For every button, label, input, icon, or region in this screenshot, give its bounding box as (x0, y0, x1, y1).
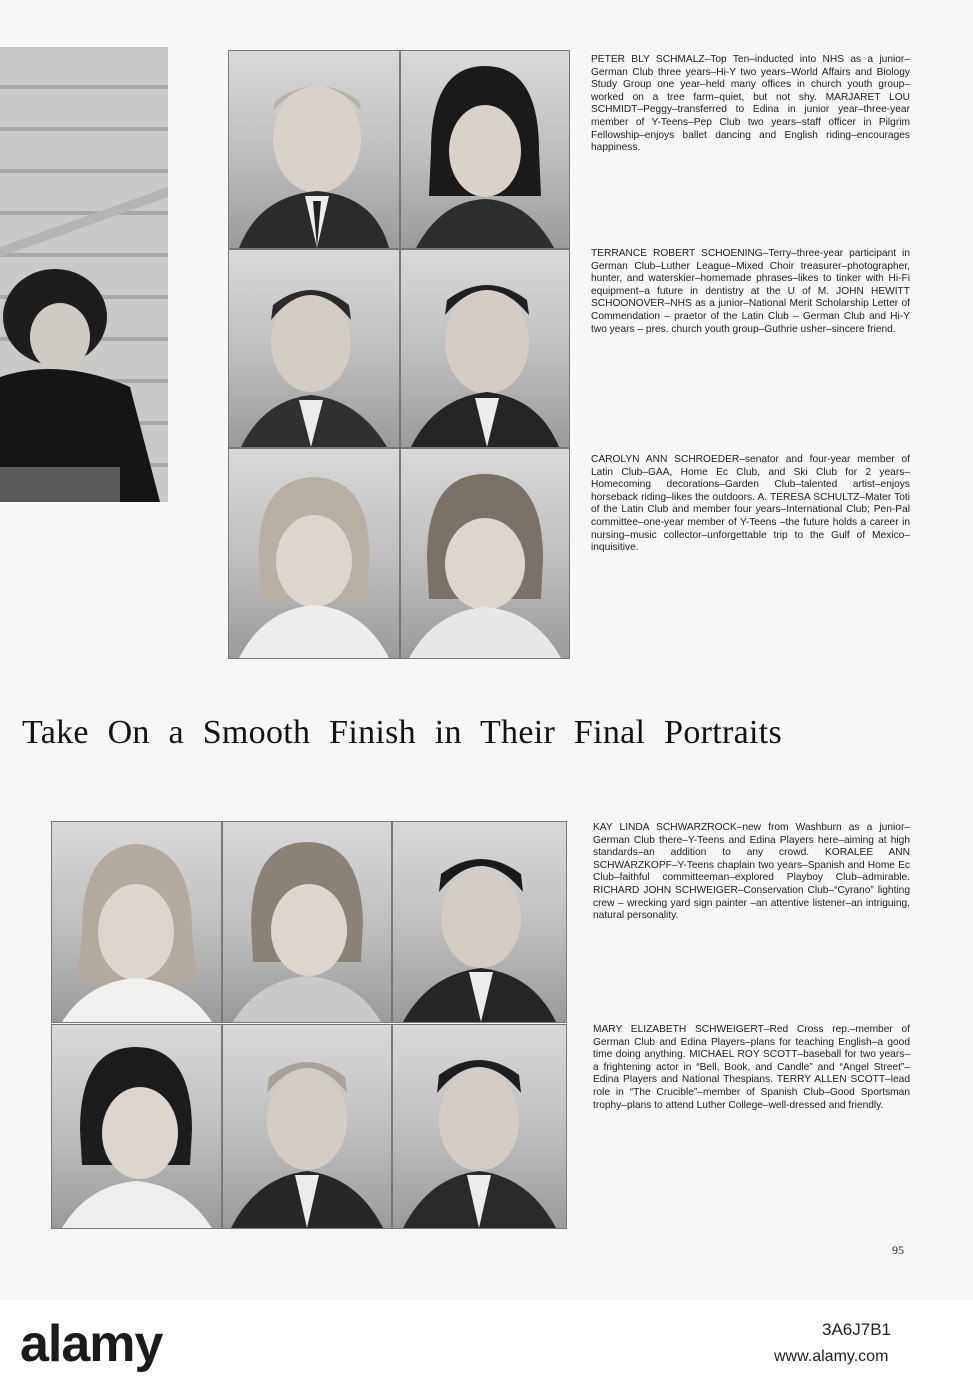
portrait-michael-scott (222, 1024, 392, 1229)
portrait-carolyn-schroeder (228, 448, 400, 659)
portrait-kay-schwarzrock (51, 821, 222, 1023)
image-id: 3A6J7B1 (822, 1320, 891, 1339)
bio-block-schwarzrock-schwarzkopf-schweiger: KAY LINDA SCHWARZROCK–new from Washburn as a junior–German Club there–Y-Teens and Edina Players here–aiming at high standards–an addition to any crowd. KORALEE ANN SCHWARZKOPF–Y-Teens chaplain two years–Spanish and Home Ec Club–faithful committeeman–explored Playboy Club–admirable. RICHARD JOHN SCHWEIGER–Conservation Club–“Cyrano” lighting crew – wrecking yard sign painter –an attentive listener–an intriguing, natural personality. (593, 822, 910, 922)
portrait-john-schoonover (400, 249, 570, 448)
page-number: 95 (892, 1243, 904, 1257)
bio-block-schmalz-schmidt: PETER BLY SCHMALZ–Top Ten–inducted into NHS as a junior–German Club three years–Hi-Y two years–World Affairs and Biology Study Group one year–held many offices in church youth group–worked on a tree farm–quiet, but not shy. MARJARET LOU SCHMIDT–Peggy–transferred to Edina in junior year–three-year member of Y-Teens–Pep Club two years–staff officer in Pilgrim Fellowship–enjoys ballet dancing and English riding–encourages happiness. (591, 54, 910, 154)
bio-block-schoening-schoonover: TERRANCE ROBERT SCHOENING–Terry–three-year participant in German Club–Luther League–Mixed Choir treasurer–photographer, hunter, and waterskier–homemade phrases–likes to tinker with Hi-Fi equipment–a future in dentistry at the U of M. JOHN HEWITT SCHOONOVER–NHS as a junior–National Merit Scholarship Letter of Commendation – praetor of the Latin Club – German Club and Hi-Y two years – pres. church youth group–Guthrie usher–sincere friend. (591, 248, 910, 335)
portrait-teresa-schultz (400, 448, 570, 659)
bio-block-schweigert-scott: MARY ELIZABETH SCHWEIGERT–Red Cross rep.–member of German Club and Edina Players–plans for teaching English–a good time doing anything. MICHAEL ROY SCOTT–baseball for two years–a frightening actor in “Bell, Book, and Candle” and “Angel Street”–Edina Players and National Thespians. TERRY ALLEN SCOTT–lead role in “The Crucible”–member of Spanish Club–Good Sportsman trophy–plans to attend Luther College–well-dressed and friendly. (593, 1024, 910, 1111)
candid-photo-girl-on-stairs (0, 47, 168, 502)
page-headline: Take On a Smooth Finish in Their Final Portraits (22, 714, 783, 751)
bio-block-schroeder-schultz: CAROLYN ANN SCHROEDER–senator and four-year member of Latin Club–GAA, Home Ec Club, and Ski Club for 2 years–Homecoming decorations–Garden Club–talented artist–enjoys horseback riding–likes the outdoors. A. TERESA SCHULTZ–Mater Toti of the Latin Club and member four years–International Club; Pen-Pal committee–one-year member of Y-Teens –the future holds a career in nursing–music collector–unforgettable trip to the Gulf of Mexico–inquisitive. (591, 454, 910, 554)
portrait-richard-schweiger (392, 821, 567, 1023)
portrait-mary-schweigert (51, 1024, 222, 1229)
portrait-margaret-schmidt (400, 50, 570, 249)
portrait-koralee-schwarzkopf (222, 821, 392, 1023)
portrait-terrance-schoening (228, 249, 400, 448)
site-url: www.alamy.com (774, 1348, 889, 1365)
portrait-terry-scott (392, 1024, 567, 1229)
portrait-peter-schmalz (228, 50, 400, 249)
watermark-footer (0, 1300, 973, 1390)
alamy-logo: alamy (20, 1315, 163, 1373)
